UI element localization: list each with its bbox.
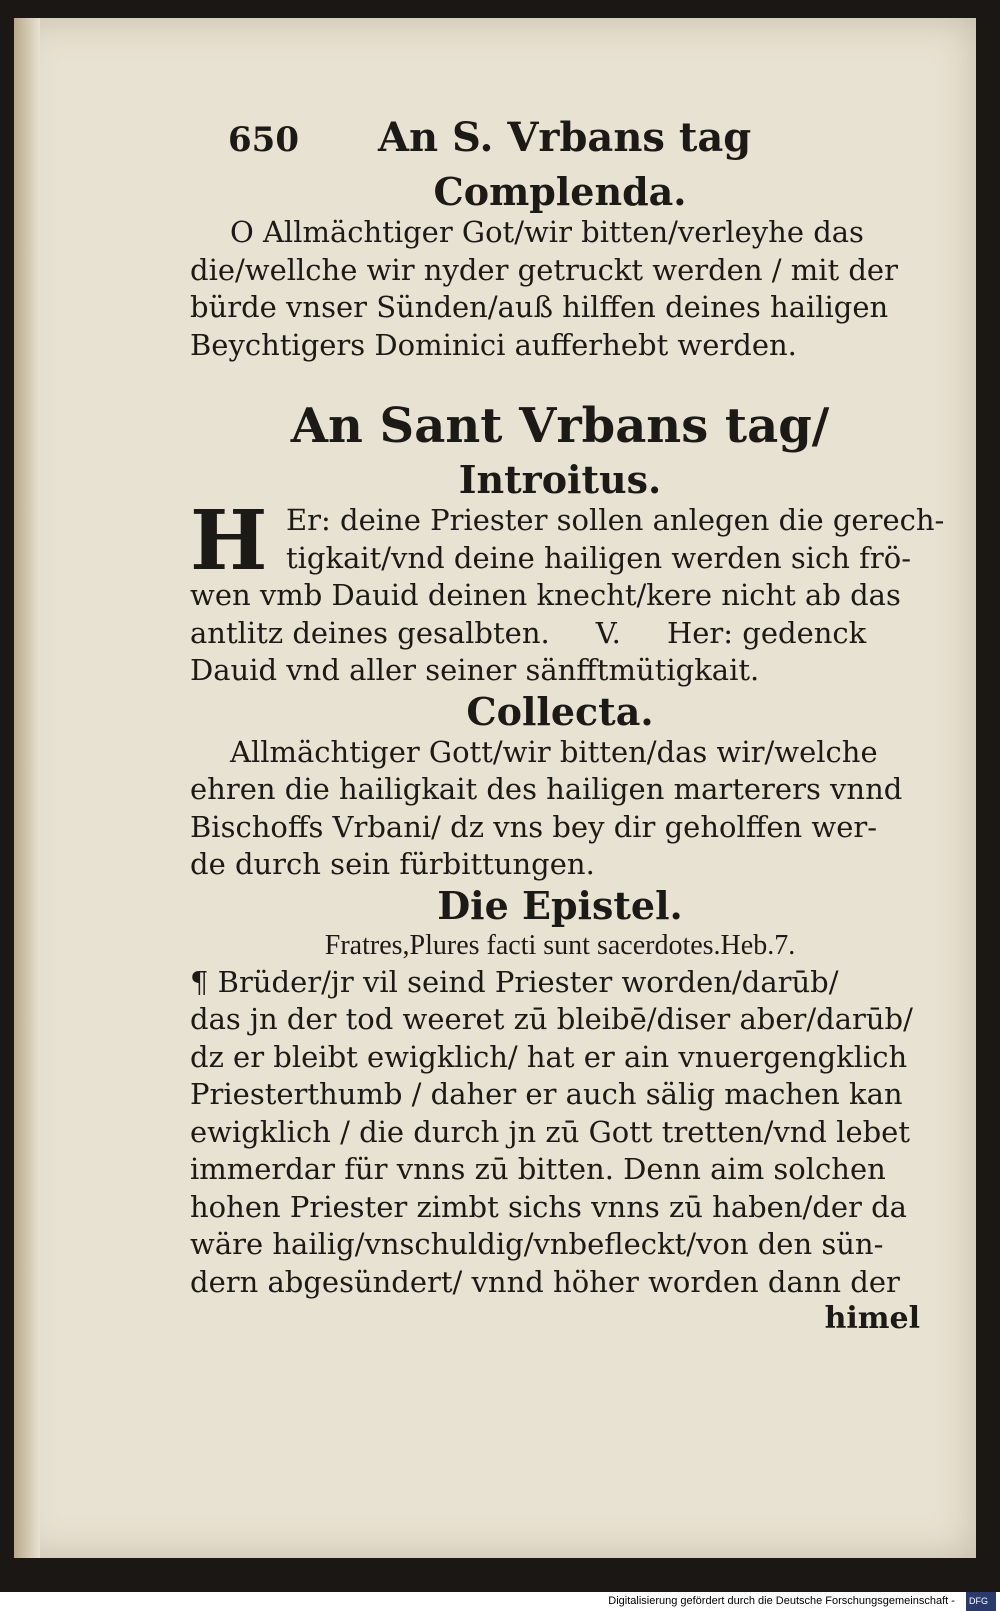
page-number: 650 — [228, 120, 299, 160]
page-gutter — [14, 18, 40, 1558]
drop-cap: H — [190, 493, 268, 589]
heading-complenda: Complenda. — [433, 169, 687, 214]
text-line: Dauid vnd aller seiner sänfftmütigkait. — [190, 653, 760, 687]
heading-epistel: Die Epistel. — [437, 882, 683, 928]
text-line: ¶ Brüder/jr vil seind Priester worden/darūb/ — [190, 964, 839, 999]
text-line: Priesterthumb / daher er auch sälig machen kan — [190, 1077, 903, 1111]
text-line: immerdar für vnns zū bitten. Denn aim solchen — [190, 1152, 886, 1186]
text-line: Beychtigers Dominici aufferhebt werden. — [190, 327, 797, 362]
text-line: antlitz deines gesalbten. V. Her: gedenck — [190, 615, 867, 650]
paragraph-complenda — [190, 214, 930, 364]
digitization-footer — [0, 1592, 1000, 1611]
text-line: hohen Priester zimbt sichs vnns zū haben/der da — [190, 1189, 907, 1224]
text-line: dz er bleibt ewigklich/ hat er ain vnuergengklich — [190, 1039, 908, 1074]
feast-title: An Sant Vrbans tag/ — [290, 398, 830, 454]
text-line: die/wellche wir nyder getruckt werden / mit der — [190, 252, 898, 287]
running-head — [190, 114, 930, 170]
heading-collecta: Collecta. — [466, 688, 654, 734]
text-line: O Allmächtiger Got/wir bitten/verleyhe das — [230, 215, 864, 249]
text-line: Er: deine Priester sollen anlegen die gerech- — [286, 503, 945, 537]
text-line: tigkait/vnd deine hailigen werden sich frö- — [286, 540, 911, 575]
paragraph-introitus — [190, 493, 945, 690]
running-title: An S. Vrbans tag — [378, 114, 752, 161]
text-line: ehren die hailigkait des hailigen marterers vnnd — [190, 772, 903, 806]
text-line: ewigklich / die durch jn zū Gott tretten/vnd lebet — [190, 1114, 911, 1149]
latin-incipit: Fratres,Plures facti sunt sacerdotes.Heb.7. — [324, 929, 796, 961]
text-line: dern abgesündert/ vnnd höher worden dann der — [190, 1264, 900, 1299]
text-line: de durch sein fürbittungen. — [190, 847, 595, 881]
catchword: himel — [824, 1301, 920, 1336]
text-line: bürde vnser Sünden/auß hilffen deines hailigen — [190, 290, 889, 324]
heading-introitus: Introitus. — [458, 457, 662, 502]
text-line: das jn der tod weeret zū bleibē/diser aber/darūb/ — [190, 1002, 913, 1036]
book-page — [14, 18, 976, 1558]
dfg-logo: DFG — [966, 1592, 996, 1611]
text-line: Allmächtiger Gott/wir bitten/das wir/welche — [230, 734, 878, 769]
text-line: Bischoffs Vrbani/ dz vns bey dir geholffen wer- — [190, 809, 878, 844]
text-block — [190, 114, 945, 1336]
text-line: wäre hailig/vnschuldig/vnbefleckt/von den sün- — [190, 1227, 884, 1261]
paragraph-collecta — [190, 734, 930, 884]
footer-credit: Digitalisierung gefördert durch die Deutsche Forschungsgemeinschaft - — [608, 1595, 955, 1607]
paragraph-epistel — [190, 964, 930, 1302]
text-line: wen vmb Dauid deinen knecht/kere nicht ab das — [190, 578, 901, 612]
